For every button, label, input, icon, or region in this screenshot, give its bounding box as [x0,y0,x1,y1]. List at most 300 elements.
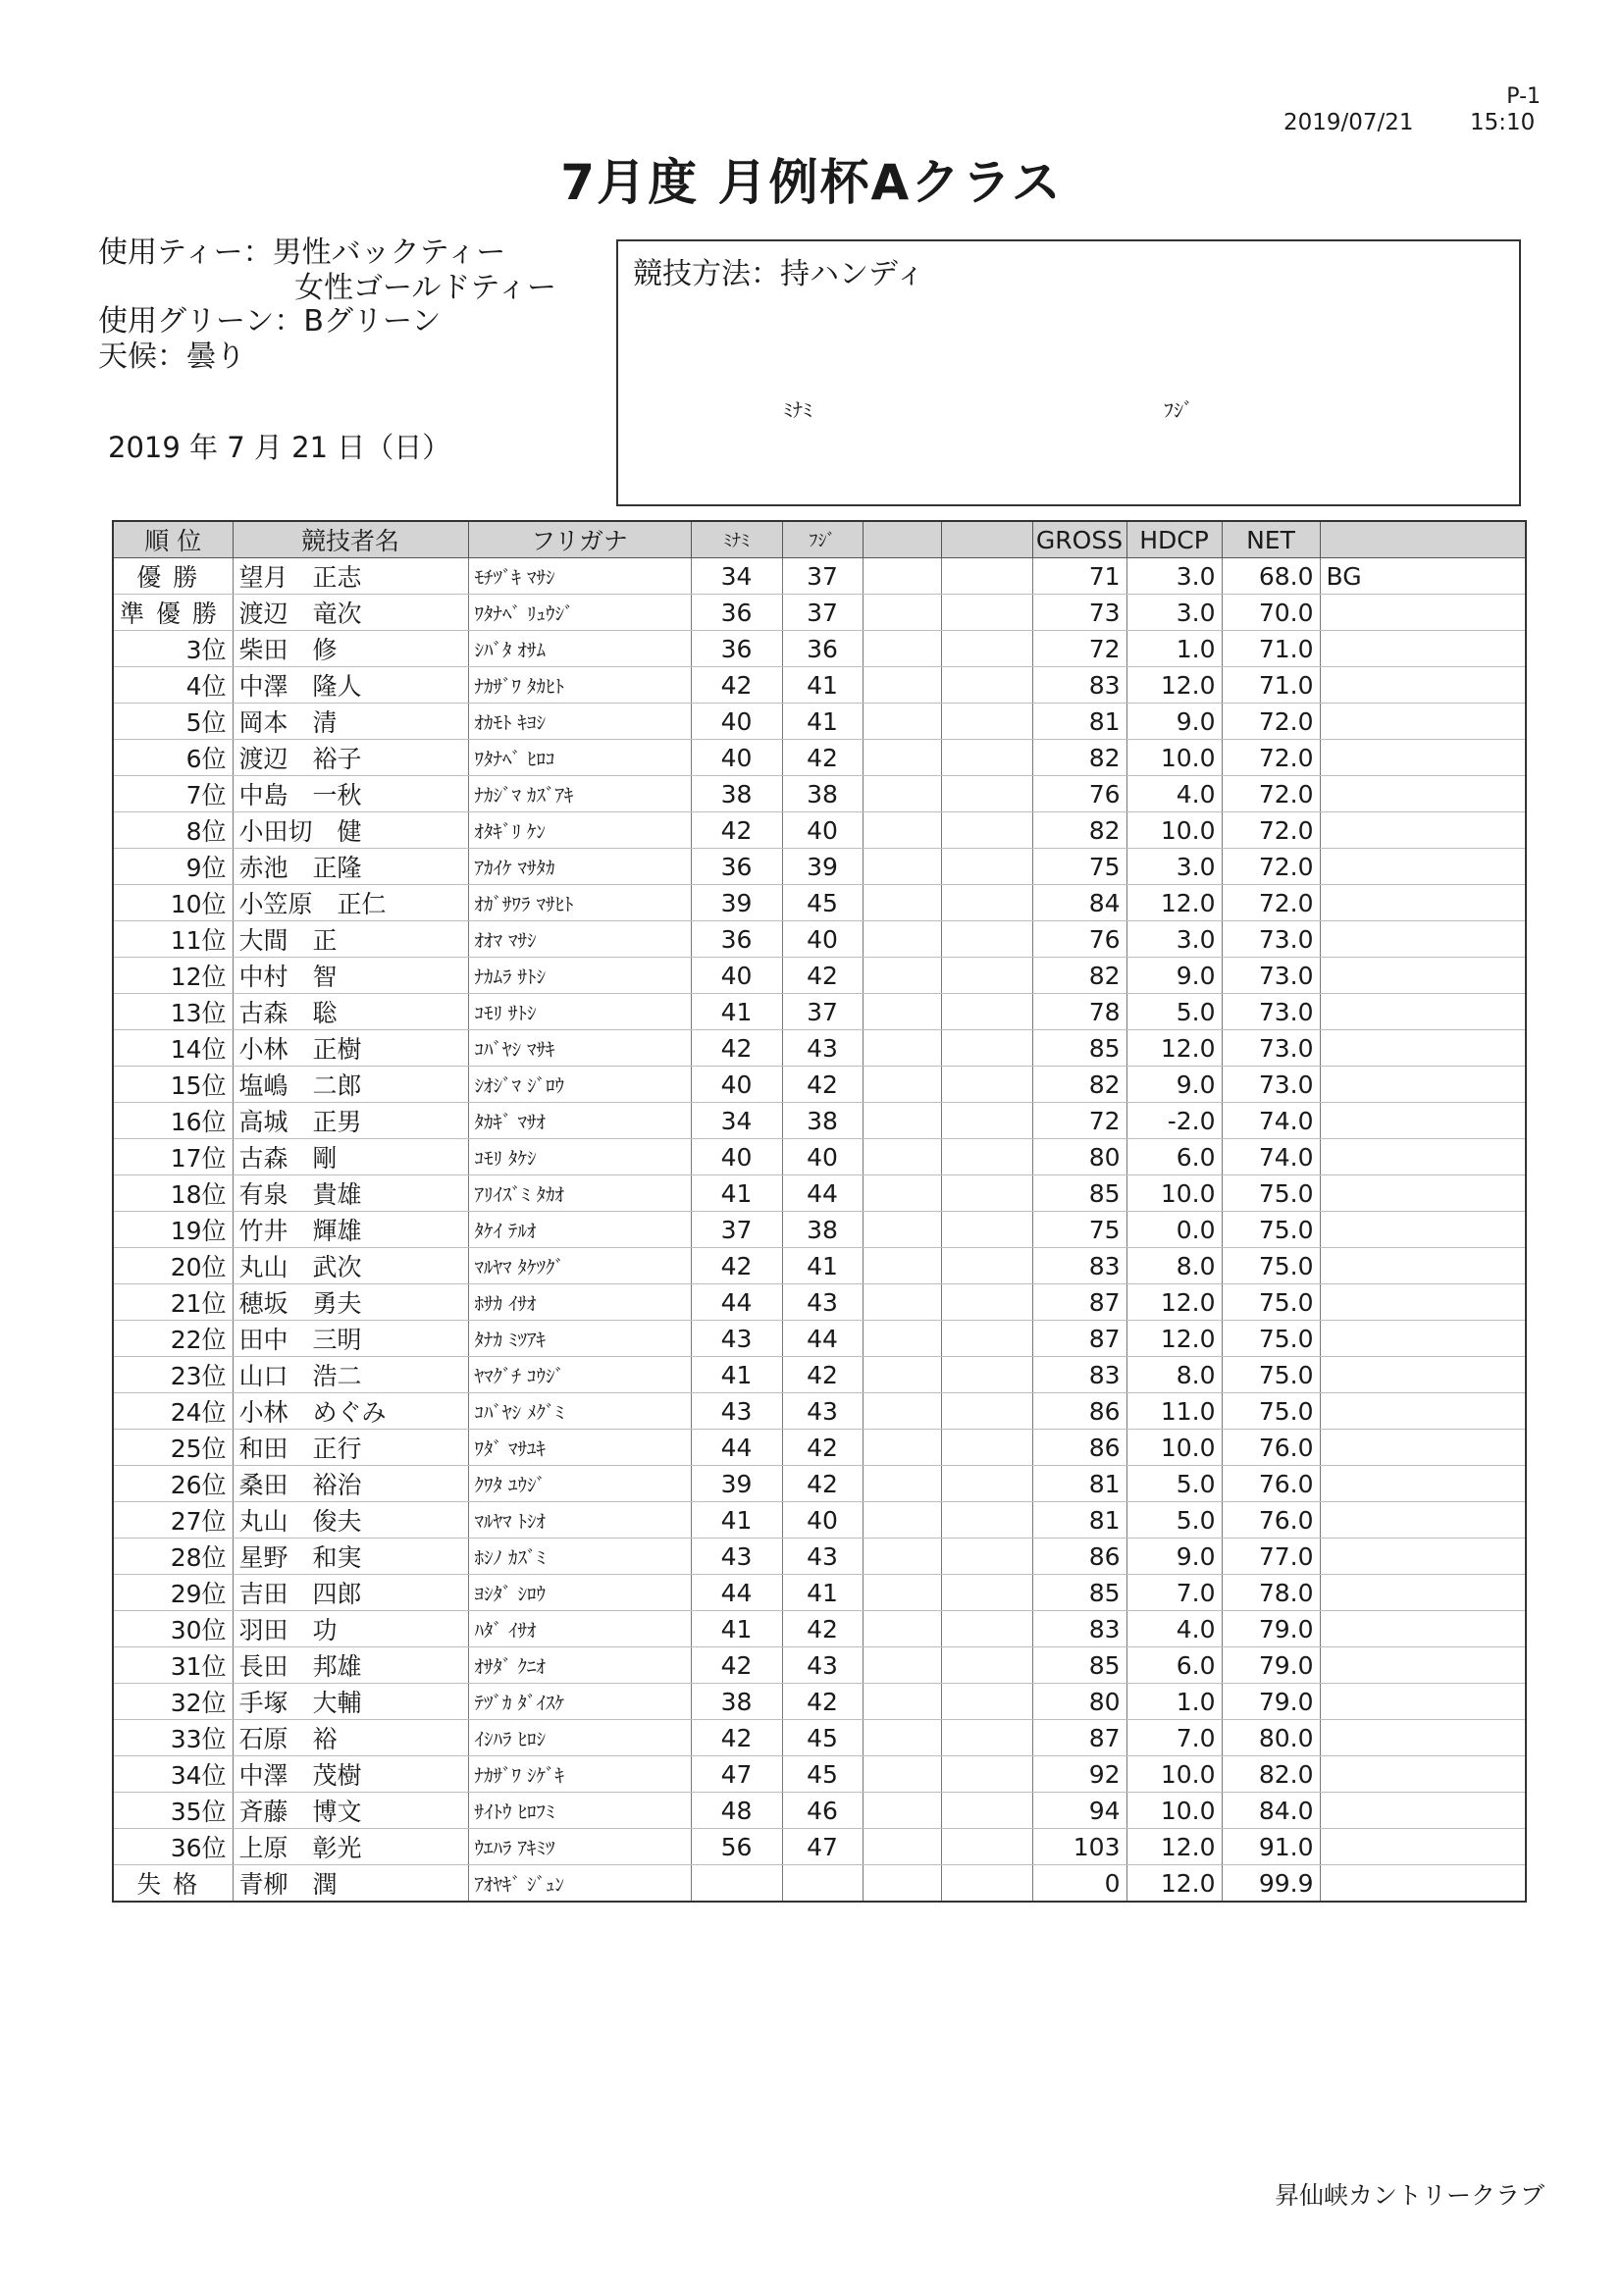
note-cell [1320,1865,1526,1903]
note-cell [1320,1393,1526,1430]
note-cell [1320,1067,1526,1103]
net-cell: 75.0 [1222,1321,1320,1357]
blank-cell [863,1502,941,1539]
gross-cell: 85 [1032,1575,1126,1611]
furigana-cell: ｻｲﾄｳ ﾋﾛﾌﾐ [468,1793,691,1829]
hdcp-cell: 12.0 [1126,1321,1222,1357]
furigana-cell: ﾎｻｶ ｲｻｵ [468,1284,691,1321]
minami-score-cell: 44 [691,1284,782,1321]
net-cell: 79.0 [1222,1611,1320,1647]
net-cell: 75.0 [1222,1175,1320,1212]
net-cell: 75.0 [1222,1357,1320,1393]
net-cell: 73.0 [1222,1067,1320,1103]
hdcp-cell: 6.0 [1126,1647,1222,1684]
furigana-cell: ﾏﾙﾔﾏ ﾄｼｵ [468,1502,691,1539]
player-name-cell: 和田 正行 [233,1430,468,1466]
blank-cell [941,667,1032,704]
blank-cell [863,1067,941,1103]
blank-cell [863,1539,941,1575]
table-row [113,558,1526,595]
rank-cell: 優勝 [113,558,233,595]
net-cell: 75.0 [1222,1284,1320,1321]
furigana-cell: ｱﾘｲｽﾞﾐ ﾀｶｵ [468,1175,691,1212]
player-name-cell: 吉田 四郎 [233,1575,468,1611]
minami-score-cell: 38 [691,776,782,812]
table-row [113,1430,1526,1466]
minami-score-cell: 41 [691,1175,782,1212]
furigana-cell: ﾓﾁﾂﾞｷ ﾏｻｼ [468,558,691,595]
table-row [113,1865,1526,1903]
rank-cell: 33位 [113,1720,233,1756]
net-cell: 84.0 [1222,1793,1320,1829]
furigana-cell: ﾅｶﾑﾗ ｻﾄｼ [468,958,691,994]
rank-cell: 31位 [113,1647,233,1684]
minami-score-cell: 42 [691,1030,782,1067]
note-cell [1320,667,1526,704]
note-cell [1320,1321,1526,1357]
tee-info-women: 女性ゴールドティー [294,271,556,305]
note-cell [1320,1684,1526,1720]
note-cell [1320,1284,1526,1321]
blank-cell [863,558,941,595]
minami-score-cell: 36 [691,849,782,885]
net-cell: 79.0 [1222,1684,1320,1720]
rank-cell: 3位 [113,631,233,667]
hdcp-cell: 10.0 [1126,1430,1222,1466]
note-cell [1320,1647,1526,1684]
minami-score-cell: 37 [691,1212,782,1248]
table-row [113,812,1526,849]
blank-cell [941,958,1032,994]
player-name-cell: 赤池 正隆 [233,849,468,885]
blank-cell [863,849,941,885]
blank-cell [863,1175,941,1212]
fuji-score-cell: 46 [782,1793,863,1829]
table-row [113,740,1526,776]
fuji-score-cell: 37 [782,994,863,1030]
blank-cell [941,1502,1032,1539]
header-name: 競技者名 [233,521,468,558]
rank-cell: 36位 [113,1829,233,1865]
hdcp-cell: 12.0 [1126,1030,1222,1067]
blank-cell [941,1793,1032,1829]
net-cell: 72.0 [1222,885,1320,921]
rank-cell: 7位 [113,776,233,812]
hdcp-cell: 0.0 [1126,1212,1222,1248]
player-name-cell: 小林 正樹 [233,1030,468,1067]
player-name-cell: 田中 三明 [233,1321,468,1357]
table-row [113,1067,1526,1103]
blank-cell [941,885,1032,921]
fuji-score-cell: 41 [782,1248,863,1284]
header-blank-2 [941,521,1032,558]
rank-cell: 10位 [113,885,233,921]
player-name-cell: 小田切 健 [233,812,468,849]
furigana-cell: ﾃﾂﾞｶ ﾀﾞｲｽｹ [468,1684,691,1720]
gross-cell: 75 [1032,1212,1126,1248]
header-blank-1 [863,521,941,558]
rank-cell: 30位 [113,1611,233,1647]
rank-cell: 9位 [113,849,233,885]
rank-cell: 準優勝 [113,595,233,631]
gross-cell: 87 [1032,1321,1126,1357]
header-furigana: フリガナ [468,521,691,558]
fuji-score-cell: 41 [782,704,863,740]
print-date: 2019/07/21 [1283,110,1414,135]
player-name-cell: 中澤 茂樹 [233,1756,468,1793]
blank-cell [941,1829,1032,1865]
gross-cell: 81 [1032,1466,1126,1502]
table-row [113,1103,1526,1139]
blank-cell [941,1430,1032,1466]
blank-cell [941,776,1032,812]
fuji-score-cell: 42 [782,740,863,776]
note-cell [1320,1466,1526,1502]
table-row [113,1539,1526,1575]
hdcp-cell: 7.0 [1126,1720,1222,1756]
blank-cell [941,1539,1032,1575]
blank-cell [863,631,941,667]
blank-cell [941,1357,1032,1393]
player-name-cell: 中村 智 [233,958,468,994]
furigana-cell: ｼｵｼﾞﾏ ｼﾞﾛｳ [468,1067,691,1103]
player-name-cell: 渡辺 裕子 [233,740,468,776]
note-cell [1320,921,1526,958]
fuji-score-cell: 40 [782,1502,863,1539]
hdcp-cell: 12.0 [1126,1284,1222,1321]
fuji-score-cell: 45 [782,1720,863,1756]
hdcp-cell: 3.0 [1126,849,1222,885]
blank-cell [941,1139,1032,1175]
fuji-score-cell: 38 [782,1212,863,1248]
minami-score-cell: 39 [691,1466,782,1502]
blank-cell [863,740,941,776]
table-row [113,1030,1526,1067]
table-row [113,1284,1526,1321]
table-row [113,1175,1526,1212]
hdcp-cell: -2.0 [1126,1103,1222,1139]
rank-cell: 15位 [113,1067,233,1103]
fuji-score-cell: 43 [782,1030,863,1067]
note-cell [1320,1248,1526,1284]
hdcp-cell: 7.0 [1126,1575,1222,1611]
rank-cell: 20位 [113,1248,233,1284]
course-label-minami: ﾐﾅﾐ [783,398,812,422]
course-label-fuji: ﾌｼﾞ [1164,398,1193,422]
player-name-cell: 小笠原 正仁 [233,885,468,921]
table-row [113,1720,1526,1756]
table-row [113,1139,1526,1175]
blank-cell [863,994,941,1030]
furigana-cell: ｺﾓﾘ ﾀｹｼ [468,1139,691,1175]
table-row [113,1321,1526,1357]
blank-cell [941,1684,1032,1720]
minami-score-cell: 44 [691,1575,782,1611]
fuji-score-cell: 42 [782,1684,863,1720]
table-row [113,631,1526,667]
furigana-cell: ﾜﾀﾅﾍﾞ ﾋﾛｺ [468,740,691,776]
blank-cell [863,1430,941,1466]
blank-cell [941,1647,1032,1684]
rank-cell: 11位 [113,921,233,958]
note-cell [1320,1720,1526,1756]
gross-cell: 81 [1032,1502,1126,1539]
blank-cell [863,1466,941,1502]
net-cell: 75.0 [1222,1248,1320,1284]
blank-cell [863,1284,941,1321]
print-time: 15:10 [1470,110,1536,135]
furigana-cell: ｵｶﾞｻﾜﾗ ﾏｻﾋﾄ [468,885,691,921]
furigana-cell: ｼﾊﾞﾀ ｵｻﾑ [468,631,691,667]
blank-cell [941,1248,1032,1284]
gross-cell: 85 [1032,1030,1126,1067]
rank-cell: 18位 [113,1175,233,1212]
minami-score-cell: 41 [691,1357,782,1393]
minami-score-cell: 40 [691,958,782,994]
blank-cell [941,849,1032,885]
net-cell: 72.0 [1222,704,1320,740]
note-cell [1320,1539,1526,1575]
minami-score-cell: 42 [691,1720,782,1756]
player-name-cell: 星野 和実 [233,1539,468,1575]
competition-method-box [616,239,1521,506]
fuji-score-cell: 47 [782,1829,863,1865]
blank-cell [863,1575,941,1611]
hdcp-cell: 5.0 [1126,1466,1222,1502]
hdcp-cell: 9.0 [1126,704,1222,740]
fuji-score-cell: 42 [782,958,863,994]
gross-cell: 86 [1032,1393,1126,1430]
table-header-row [113,521,1526,558]
gross-cell: 87 [1032,1720,1126,1756]
hdcp-cell: 5.0 [1126,994,1222,1030]
net-cell: 76.0 [1222,1430,1320,1466]
page-number: P-1 [1506,84,1541,109]
gross-cell: 76 [1032,776,1126,812]
player-name-cell: 小林 めぐみ [233,1393,468,1430]
furigana-cell: ﾀｶｷﾞ ﾏｻｵ [468,1103,691,1139]
minami-score-cell: 44 [691,1430,782,1466]
fuji-score-cell: 42 [782,1611,863,1647]
furigana-cell: ｵｶﾓﾄ ｷﾖｼ [468,704,691,740]
hdcp-cell: 1.0 [1126,631,1222,667]
gross-cell: 72 [1032,631,1126,667]
blank-cell [941,1611,1032,1647]
fuji-score-cell: 37 [782,595,863,631]
blank-cell [863,885,941,921]
player-name-cell: 手塚 大輔 [233,1684,468,1720]
blank-cell [941,631,1032,667]
gross-cell: 83 [1032,1248,1126,1284]
net-cell: 74.0 [1222,1103,1320,1139]
table-row [113,704,1526,740]
hdcp-cell: 9.0 [1126,1067,1222,1103]
rank-cell: 14位 [113,1030,233,1067]
green-info: 使用グリーン：Bグリーン [98,304,442,339]
note-cell [1320,1756,1526,1793]
minami-score-cell: 40 [691,1067,782,1103]
rank-cell: 13位 [113,994,233,1030]
fuji-score-cell: 42 [782,1430,863,1466]
minami-score-cell: 42 [691,812,782,849]
rank-cell: 19位 [113,1212,233,1248]
rank-cell: 5位 [113,704,233,740]
minami-score-cell: 38 [691,1684,782,1720]
furigana-cell: ﾔﾏｸﾞﾁ ｺｳｼﾞ [468,1357,691,1393]
rank-cell: 27位 [113,1502,233,1539]
blank-cell [863,1139,941,1175]
blank-cell [863,1103,941,1139]
hdcp-cell: 10.0 [1126,1175,1222,1212]
blank-cell [941,558,1032,595]
player-name-cell: 高城 正男 [233,1103,468,1139]
table-row [113,1611,1526,1647]
header-note [1320,521,1526,558]
table-row [113,1502,1526,1539]
table-row [113,1357,1526,1393]
table-row [113,1466,1526,1502]
fuji-score-cell: 45 [782,885,863,921]
table-row [113,1248,1526,1284]
player-name-cell: 山口 浩二 [233,1357,468,1393]
minami-score-cell: 40 [691,1139,782,1175]
blank-cell [863,667,941,704]
note-cell [1320,958,1526,994]
blank-cell [941,1575,1032,1611]
blank-cell [941,704,1032,740]
note-cell [1320,1212,1526,1248]
furigana-cell: ｱｶｲｹ ﾏｻﾀｶ [468,849,691,885]
gross-cell: 94 [1032,1793,1126,1829]
minami-score-cell: 48 [691,1793,782,1829]
rank-cell: 22位 [113,1321,233,1357]
blank-cell [941,812,1032,849]
rank-cell: 4位 [113,667,233,704]
hdcp-cell: 9.0 [1126,958,1222,994]
minami-score-cell: 56 [691,1829,782,1865]
net-cell: 71.0 [1222,667,1320,704]
note-cell [1320,885,1526,921]
furigana-cell: ﾅｶｻﾞﾜ ｼｹﾞｷ [468,1756,691,1793]
net-cell: 74.0 [1222,1139,1320,1175]
note-cell [1320,1175,1526,1212]
note-cell [1320,1103,1526,1139]
hdcp-cell: 4.0 [1126,776,1222,812]
hdcp-cell: 1.0 [1126,1684,1222,1720]
blank-cell [863,1756,941,1793]
furigana-cell: ｸﾜﾀ ﾕｳｼﾞ [468,1466,691,1502]
fuji-score-cell: 44 [782,1175,863,1212]
event-date: 2019 年 7 月 21 日（日） [108,431,451,464]
fuji-score-cell: 38 [782,1103,863,1139]
header-fuji: ﾌｼﾞ [782,521,863,558]
gross-cell: 71 [1032,558,1126,595]
net-cell: 72.0 [1222,849,1320,885]
player-name-cell: 有泉 貴雄 [233,1175,468,1212]
note-cell [1320,1829,1526,1865]
blank-cell [863,1212,941,1248]
blank-cell [941,1175,1032,1212]
fuji-score-cell: 40 [782,812,863,849]
net-cell: 68.0 [1222,558,1320,595]
net-cell: 75.0 [1222,1212,1320,1248]
blank-cell [941,1865,1032,1903]
fuji-score-cell: 36 [782,631,863,667]
blank-cell [863,921,941,958]
minami-score-cell: 36 [691,631,782,667]
blank-cell [941,921,1032,958]
note-cell [1320,849,1526,885]
net-cell: 73.0 [1222,921,1320,958]
rank-cell: 16位 [113,1103,233,1139]
fuji-score-cell: 39 [782,849,863,885]
hdcp-cell: 9.0 [1126,1539,1222,1575]
note-cell: BG [1320,558,1526,595]
hdcp-cell: 12.0 [1126,1829,1222,1865]
header-rank: 順 位 [113,521,233,558]
net-cell: 72.0 [1222,740,1320,776]
table-row [113,667,1526,704]
hdcp-cell: 12.0 [1126,1865,1222,1903]
player-name-cell: 長田 邦雄 [233,1647,468,1684]
blank-cell [941,1720,1032,1756]
minami-score-cell: 34 [691,1103,782,1139]
note-cell [1320,776,1526,812]
furigana-cell: ﾅｶｼﾞﾏ ｶｽﾞｱｷ [468,776,691,812]
fuji-score-cell: 42 [782,1067,863,1103]
fuji-score-cell: 43 [782,1539,863,1575]
rank-cell: 32位 [113,1684,233,1720]
net-cell: 77.0 [1222,1539,1320,1575]
net-cell: 76.0 [1222,1466,1320,1502]
note-cell [1320,1793,1526,1829]
player-name-cell: 桑田 裕治 [233,1466,468,1502]
gross-cell: 83 [1032,1357,1126,1393]
blank-cell [863,1793,941,1829]
net-cell: 80.0 [1222,1720,1320,1756]
blank-cell [863,1248,941,1284]
gross-cell: 80 [1032,1139,1126,1175]
table-row [113,1393,1526,1430]
table-row [113,994,1526,1030]
net-cell: 76.0 [1222,1502,1320,1539]
player-name-cell: 丸山 武次 [233,1248,468,1284]
gross-cell: 83 [1032,667,1126,704]
furigana-cell: ｳｴﾊﾗ ｱｷﾐﾂ [468,1829,691,1865]
minami-score-cell: 39 [691,885,782,921]
gross-cell: 72 [1032,1103,1126,1139]
player-name-cell: 石原 裕 [233,1720,468,1756]
furigana-cell: ｵｵﾏ ﾏｻｼ [468,921,691,958]
player-name-cell: 柴田 修 [233,631,468,667]
player-name-cell: 青柳 潤 [233,1865,468,1903]
net-cell: 70.0 [1222,595,1320,631]
player-name-cell: 大間 正 [233,921,468,958]
gross-cell: 85 [1032,1647,1126,1684]
blank-cell [941,595,1032,631]
furigana-cell: ﾎｼﾉ ｶｽﾞﾐ [468,1539,691,1575]
hdcp-cell: 10.0 [1126,740,1222,776]
rank-cell: 26位 [113,1466,233,1502]
gross-cell: 82 [1032,740,1126,776]
fuji-score-cell: 41 [782,667,863,704]
rank-cell: 34位 [113,1756,233,1793]
minami-score-cell: 43 [691,1393,782,1430]
note-cell [1320,1139,1526,1175]
document-title: 7月度 月例杯Aクラス [560,154,1063,211]
player-name-cell: 中島 一秋 [233,776,468,812]
minami-score-cell: 36 [691,595,782,631]
